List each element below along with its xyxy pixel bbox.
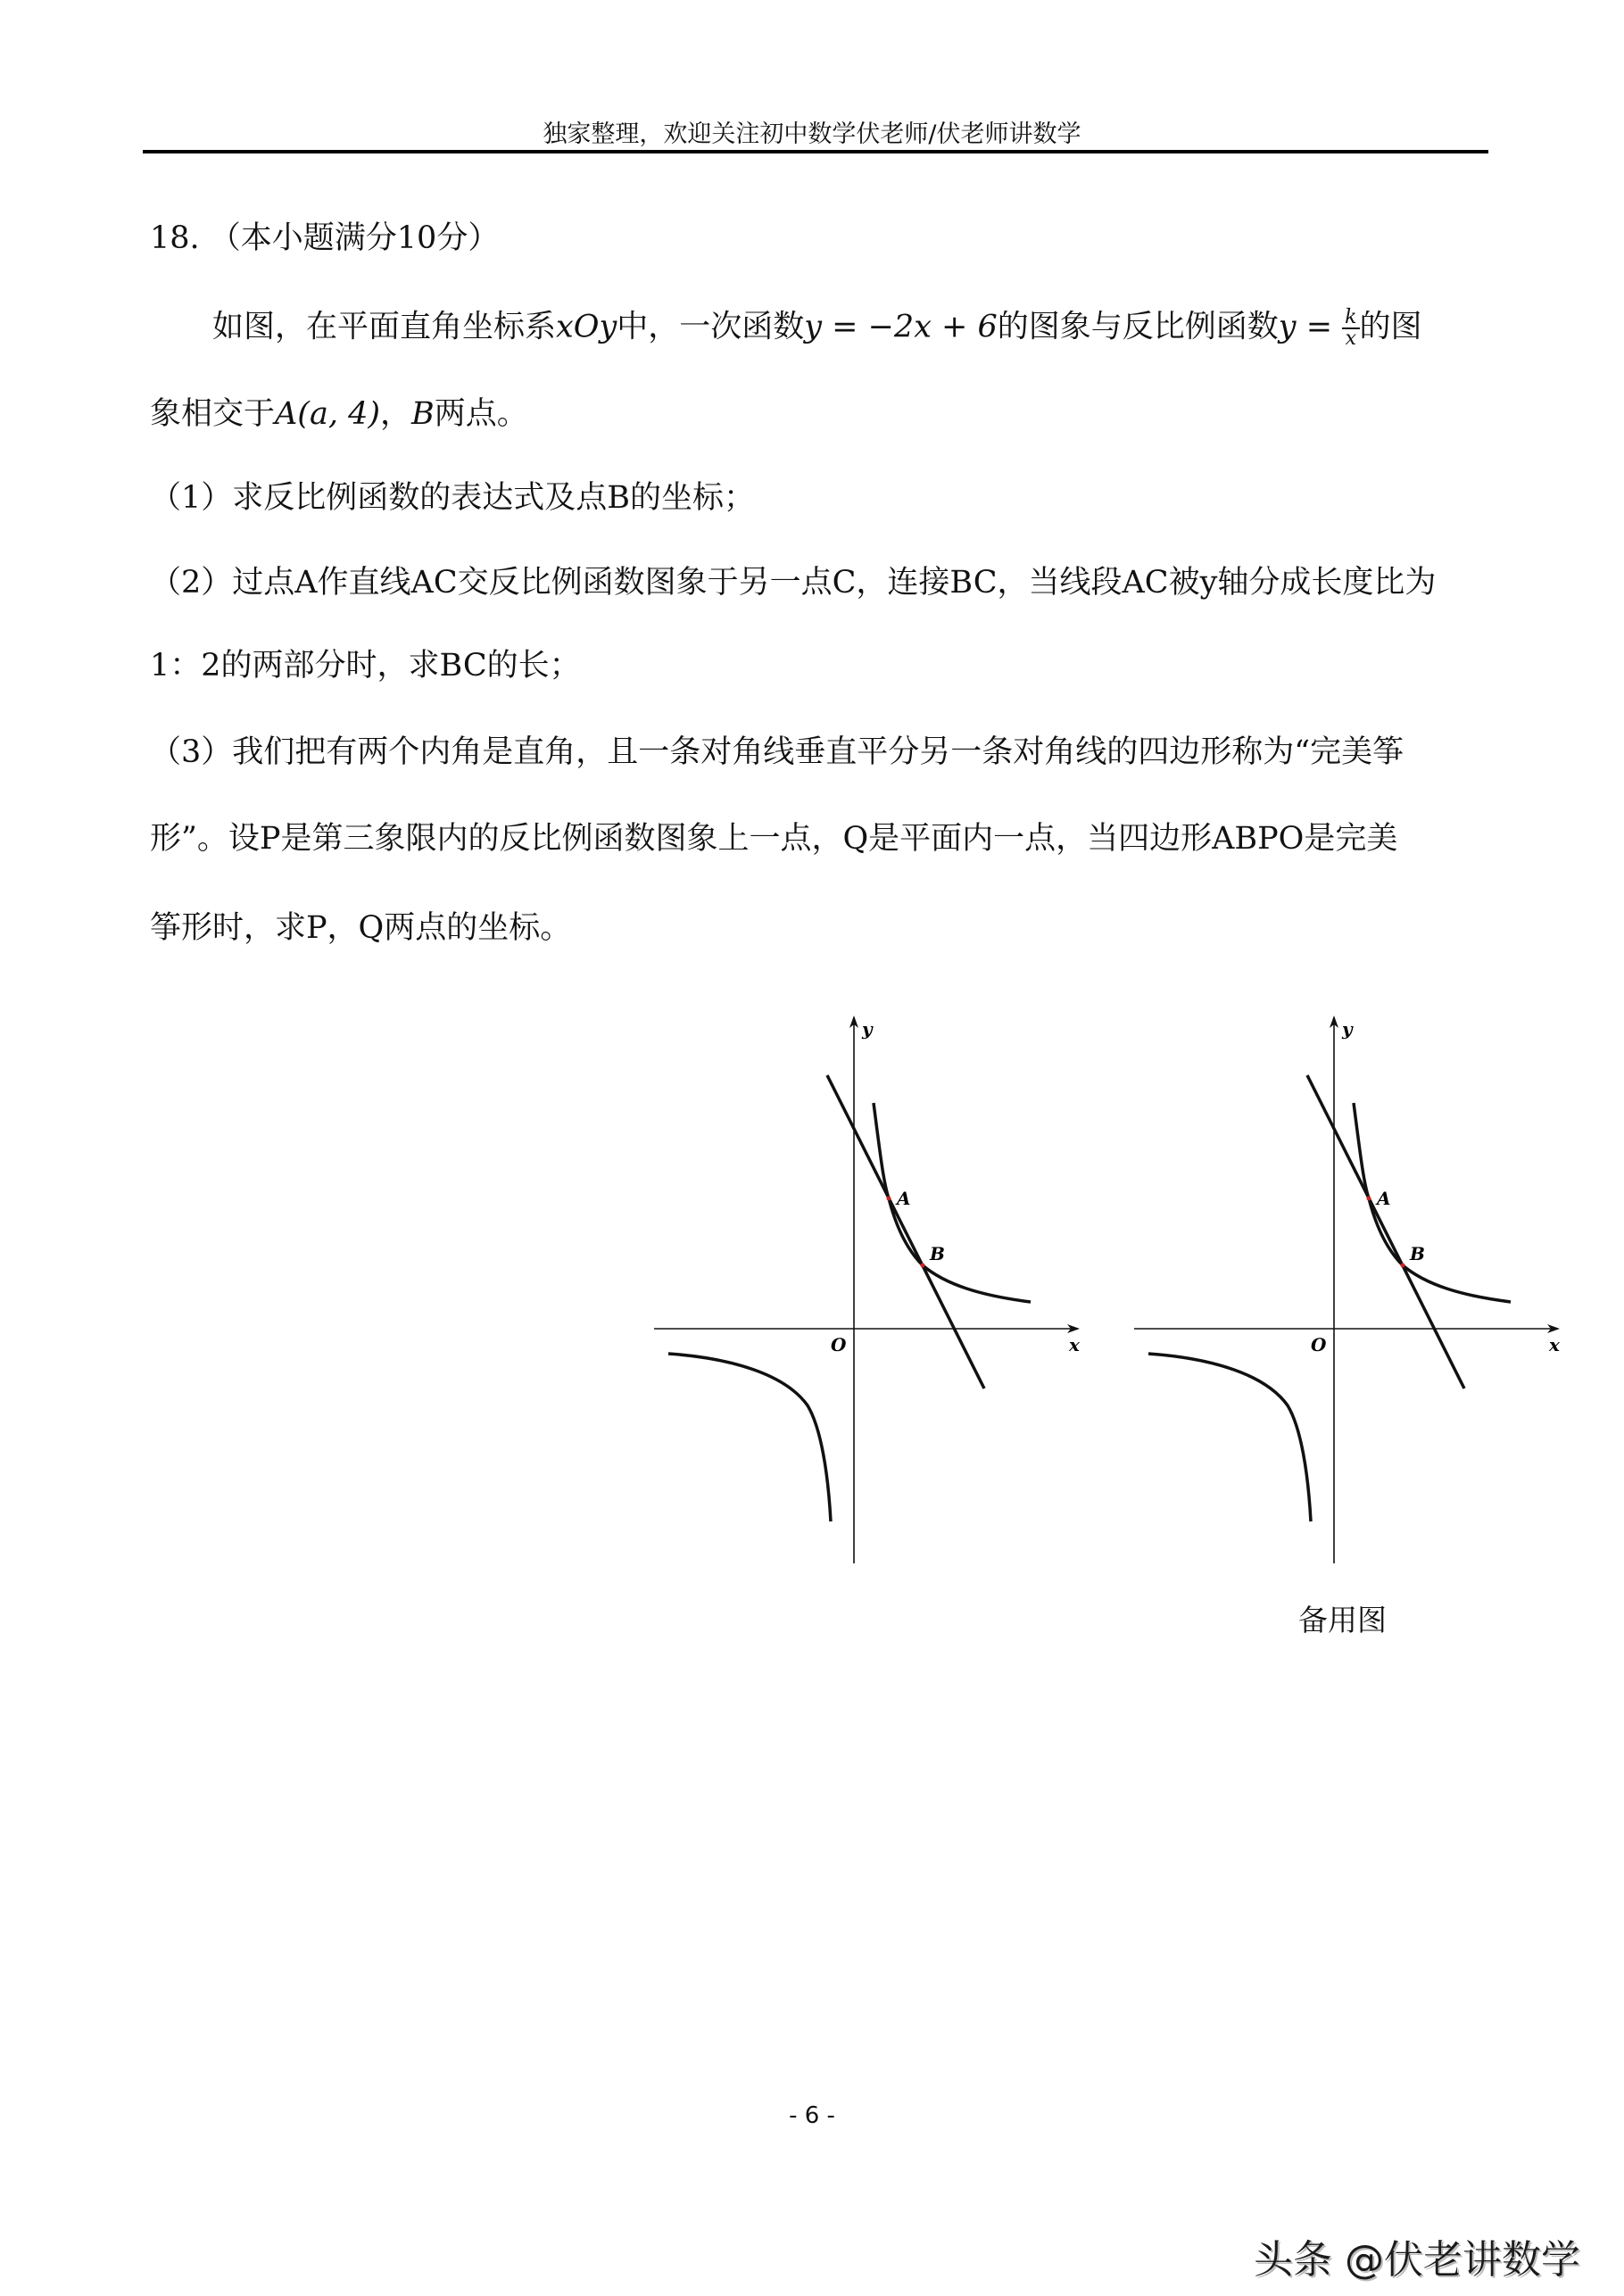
text: 的图象与反比例函数 [997, 309, 1279, 345]
point-a-marker [887, 1197, 891, 1201]
watermark: 头条 @伏老讲数学 [1254, 2237, 1580, 2283]
math-point-b: B [411, 396, 435, 432]
label-y: y [1342, 1018, 1353, 1040]
question-1: （1）求反比例函数的表达式及点B的坐标； [150, 480, 755, 516]
question-2-line2: 1：2的两部分时，求BC的长； [150, 648, 581, 684]
text: 中，一次函数 [617, 309, 805, 345]
point-b-marker [921, 1264, 925, 1268]
label-x: x [1069, 1334, 1080, 1355]
page-header: 独家整理，欢迎关注初中数学伏老师/伏老师讲数学 [543, 120, 1081, 148]
linear-function-line [827, 1075, 984, 1388]
text: 象相交于 [150, 396, 276, 432]
label-origin: O [1311, 1334, 1327, 1355]
point-b-marker [1401, 1264, 1405, 1268]
label-x: x [1549, 1334, 1560, 1355]
linear-function-line [1307, 1075, 1464, 1388]
point-a-marker [1367, 1197, 1371, 1201]
label-b: B [930, 1243, 945, 1264]
question-3-line2: 形”。设P是第三象限内的反比例函数图象上一点，Q是平面内一点，当四边形ABPO是完美 [150, 821, 1398, 857]
figure-spare [1134, 1017, 1561, 1563]
question-3-line1: （3）我们把有两个内角是直角，且一条对角线垂直平分另一条对角线的四边形称为“完美筝 [150, 734, 1404, 770]
text: 两点。 [434, 396, 528, 432]
text: 如图，在平面直角坐标系 [212, 309, 557, 345]
hyperbola-branch-q3 [1148, 1354, 1311, 1521]
problem-number: 18. （本小题满分10分） [150, 220, 500, 256]
question-3-line3: 筝形时，求P，Q两点的坐标。 [150, 910, 572, 946]
hyperbola-branch-q3 [668, 1354, 831, 1521]
fraction-denominator: x [1345, 327, 1357, 350]
question-2-line1: （2）过点A作直线AC交反比例函数图象于另一点C，连接BC，当线段AC被y轴分成长度比为 [150, 565, 1437, 601]
fraction-numerator: k [1342, 308, 1359, 329]
math-linear-function: y = −2x + 6 [804, 309, 998, 345]
label-y: y [862, 1018, 873, 1040]
label-b: B [1410, 1243, 1425, 1264]
text: 的图 [1359, 309, 1422, 345]
label-a: A [897, 1188, 911, 1209]
label-origin: O [831, 1334, 847, 1355]
figure-main [654, 1017, 1081, 1563]
math-inverse-function-lhs: y = [1278, 309, 1333, 345]
math-point-a: A(a, 4) [275, 396, 380, 432]
label-a: A [1377, 1188, 1391, 1209]
text: ， [380, 396, 412, 432]
spare-figure-caption: 备用图 [1298, 1603, 1387, 1637]
math-coordinate-system: xOy [556, 309, 617, 345]
page-number: - 6 - [789, 2102, 835, 2129]
